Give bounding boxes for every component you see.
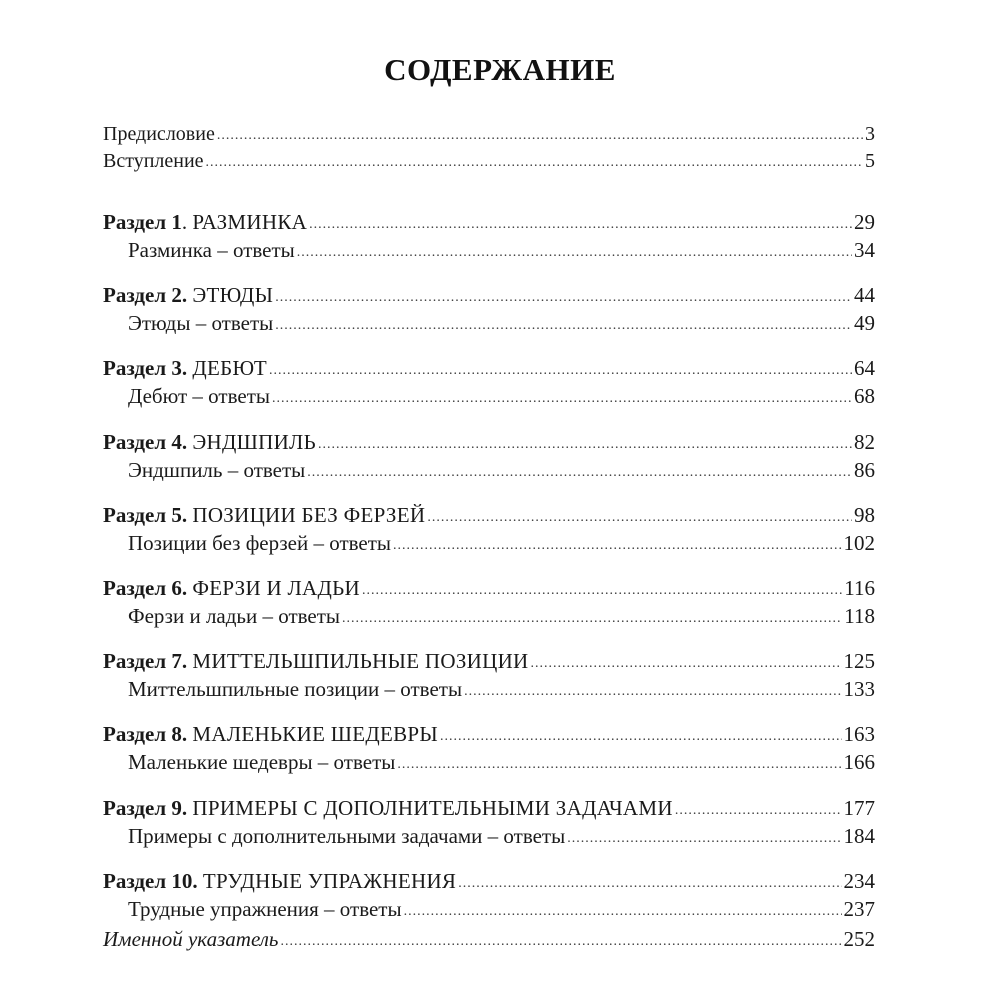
toc-entry-label: Дебют – ответы: [128, 384, 270, 409]
toc-entry-label: [103, 720, 438, 748]
toc-entry-section-6[interactable]: [103, 574, 875, 602]
dot-leader: [217, 122, 863, 150]
toc-entry-section-4[interactable]: [103, 428, 875, 456]
toc-entry-section-8[interactable]: [103, 720, 875, 748]
toc-entry-section-9[interactable]: [103, 794, 875, 822]
toc-entry-page: 86: [854, 457, 875, 482]
toc-entry-introduction[interactable]: [103, 147, 875, 175]
dot-leader: [275, 284, 852, 312]
toc-entry-label: Ферзи и ладьи – ответы: [128, 604, 341, 628]
dot-leader: [397, 751, 841, 779]
section-heading: ПОЗИЦИИ БЕЗ ФЕРЗЕЙ: [192, 502, 426, 527]
toc-entry-page: 44: [854, 283, 875, 308]
toc-entry-page: 252: [843, 927, 875, 951]
toc-entry-page: 118: [844, 604, 875, 628]
section-heading: МАЛЕНЬКИЕ ШЕДЕВРЫ: [192, 722, 439, 747]
section-number: Раздел 1: [103, 210, 182, 234]
toc-entry-page: 49: [854, 311, 875, 336]
toc-entry-label: Разминка – ответы: [128, 238, 295, 262]
toc-entry-page: 237: [843, 896, 875, 921]
section-heading: ПРИМЕРЫ С ДОПОЛНИТЕЛЬНЫМИ ЗАДАЧАМИ: [192, 795, 673, 820]
toc-entry-page: 102: [843, 530, 875, 555]
dot-leader: [307, 459, 852, 487]
dot-leader: [567, 825, 841, 853]
section-number: Раздел 6.: [103, 576, 188, 600]
dot-leader: [362, 577, 842, 605]
dot-leader: [675, 797, 842, 825]
dot-leader: [275, 312, 852, 340]
toc-entry-name-index[interactable]: [103, 925, 875, 953]
dot-leader: [272, 385, 852, 413]
section-number: Раздел 5.: [103, 502, 188, 527]
toc-entry-label: [103, 647, 529, 675]
toc-entry-page: 64: [854, 356, 875, 381]
toc-entry-section-5[interactable]: [103, 501, 875, 529]
section-heading: ЭТЮДЫ: [192, 283, 274, 308]
toc-entry-label: Миттельшпильные позиции – ответы: [128, 677, 463, 702]
section-heading: ТРУДНЫЕ УПРАЖНЕНИЯ: [202, 868, 457, 893]
section-heading: ФЕРЗИ И ЛАДЬИ: [192, 576, 360, 600]
section-number: Раздел 8.: [103, 722, 188, 747]
dot-leader: [309, 211, 852, 239]
section-number: Раздел 10.: [103, 868, 198, 893]
toc-entry-page: 98: [854, 502, 875, 527]
section-number: Раздел 9.: [103, 795, 188, 820]
toc-entry-page: 125: [843, 649, 875, 674]
section-heading: МИТТЕЛЬШПИЛЬНЫЕ ПОЗИЦИИ: [192, 649, 529, 674]
toc-entry-answers-8[interactable]: [128, 748, 875, 776]
toc-entry-page: 184: [843, 823, 875, 848]
section-heading: РАЗМИНКА: [192, 210, 308, 234]
toc-entry-answers-3[interactable]: [128, 382, 875, 410]
toc-entry-page: 166: [843, 750, 875, 775]
section-number: Раздел 3.: [103, 356, 188, 381]
dot-leader: [440, 723, 841, 751]
dot-leader: [342, 605, 842, 633]
dot-leader: [318, 431, 852, 459]
toc-entry-label: [103, 281, 273, 309]
toc-entry-answers-2[interactable]: [128, 309, 875, 337]
toc-entry-page: 82: [854, 429, 875, 454]
toc-entry-page: 177: [843, 795, 875, 820]
toc-entry-label: Именной указатель: [103, 927, 279, 951]
toc-entry-label: Вступление: [103, 150, 204, 172]
section-number: Раздел 7.: [103, 649, 188, 674]
toc-entry-label: Позиции без ферзей – ответы: [128, 530, 392, 555]
toc-entry-answers-6[interactable]: [128, 602, 875, 630]
toc-entry-answers-5[interactable]: [128, 529, 875, 557]
toc-entry-answers-9[interactable]: [128, 822, 875, 850]
toc-entry-label: [103, 501, 425, 529]
dot-leader: [280, 928, 841, 956]
toc-entry-label: [103, 428, 316, 456]
toc-entry-label: Примеры с дополнительными задачами – ответы: [128, 823, 566, 848]
toc-entry-label: Предисловие: [103, 123, 215, 145]
toc-entry-page: 34: [854, 238, 875, 262]
dot-leader: [531, 650, 842, 678]
dot-leader: [458, 870, 841, 898]
toc-entry-section-2[interactable]: [103, 281, 875, 309]
dot-leader: [393, 532, 841, 560]
toc-entry-label: [103, 794, 673, 822]
toc-entry-answers-4[interactable]: [128, 456, 875, 484]
toc-entry-section-10[interactable]: [103, 867, 875, 895]
toc-entry-label: Маленькие шедевры – ответы: [128, 750, 396, 775]
toc-entry-label: [103, 208, 307, 236]
section-number: Раздел 2.: [103, 283, 188, 308]
toc-entry-answers-7[interactable]: [128, 675, 875, 703]
toc-entry-label: Эндшпиль – ответы: [128, 457, 306, 482]
toc-entry-page: 163: [843, 722, 875, 747]
toc-entry-page: 5: [865, 150, 875, 172]
toc-entry-preface[interactable]: [103, 120, 875, 148]
section-number: Раздел 4.: [103, 429, 188, 454]
toc-entry-page: 133: [843, 677, 875, 702]
toc-entry-label: [103, 574, 360, 602]
toc-entry-label: Этюды – ответы: [128, 311, 274, 336]
toc-entry-page: 3: [865, 123, 875, 145]
dot-leader: [269, 357, 852, 385]
toc-entry-label: [103, 354, 267, 382]
toc-entry-label: [103, 867, 456, 895]
toc-entry-section-7[interactable]: [103, 647, 875, 675]
toc-entry-page: 116: [844, 576, 875, 600]
dot-leader: [427, 504, 852, 532]
section-separator: .: [181, 210, 193, 234]
toc-entry-section-3[interactable]: [103, 354, 875, 382]
section-heading: ЭНДШПИЛЬ: [192, 429, 316, 454]
dot-leader: [297, 239, 852, 267]
toc-entry-page: 234: [843, 868, 875, 893]
toc-entry-answers-10[interactable]: [128, 895, 875, 923]
dot-leader: [464, 678, 841, 706]
dot-leader: [206, 149, 863, 177]
toc-entry-page: 29: [854, 210, 875, 234]
toc-entry-label: Трудные упражнения – ответы: [128, 896, 402, 921]
toc-entry-page: 68: [854, 384, 875, 409]
toc-entry-answers-1[interactable]: [128, 236, 875, 264]
toc-entry-section-1[interactable]: [103, 208, 875, 236]
dot-leader: [404, 898, 842, 926]
page-title: СОДЕРЖАНИЕ: [384, 52, 616, 87]
section-heading: ДЕБЮТ: [192, 356, 267, 381]
